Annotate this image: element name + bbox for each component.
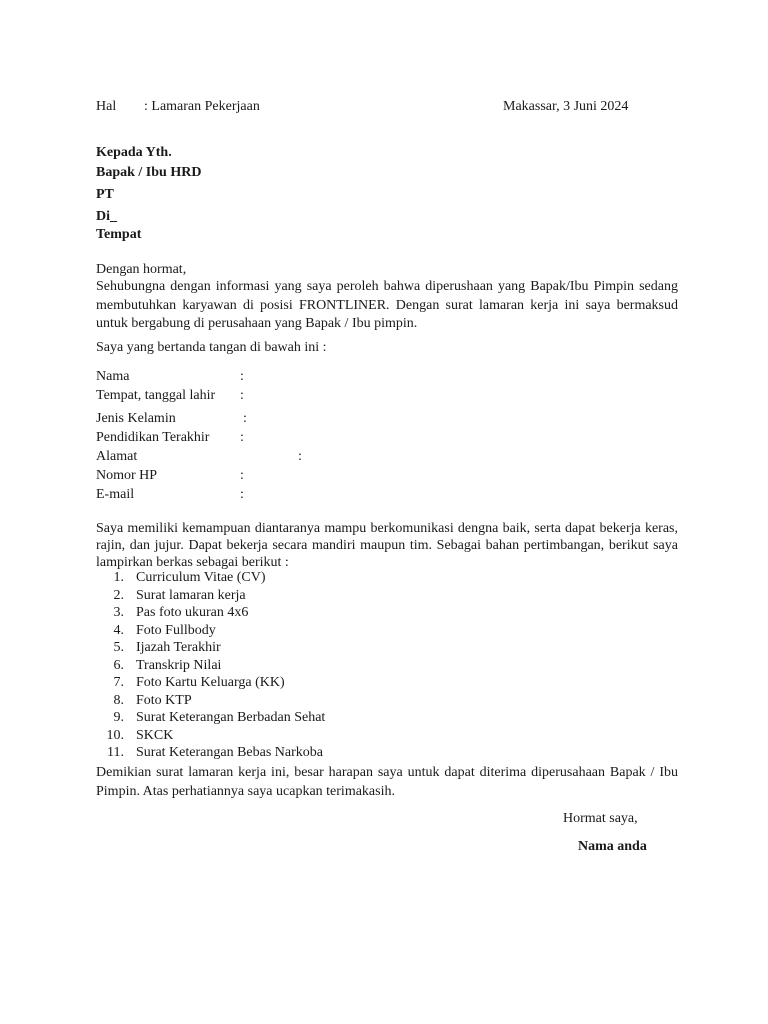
list-item [96, 587, 396, 605]
field-colon: : [240, 369, 244, 384]
list-item [96, 622, 396, 640]
list-number: 4. [113, 622, 124, 638]
field-row-jenis-kelamin [96, 410, 516, 428]
list-item [96, 744, 396, 762]
subject-label: Hal [96, 99, 117, 114]
field-row-nama [96, 368, 516, 386]
list-number: 6. [113, 657, 124, 673]
field-label: Alamat [96, 449, 138, 464]
list-number: 11. [107, 745, 124, 760]
list-item [96, 639, 396, 657]
list-number: 9. [113, 710, 124, 725]
list-number: 7. [113, 675, 124, 690]
sender-name: Nama anda [578, 839, 647, 854]
recipient-line-4: Di_ [96, 209, 117, 224]
list-item [96, 692, 396, 710]
list-item [96, 569, 396, 587]
list-text: Curriculum Vitae (CV) [136, 570, 266, 585]
list-item [96, 604, 396, 622]
greeting: Dengan hormat, [96, 262, 187, 277]
field-label: E-mail [96, 487, 135, 502]
field-label: Nomor HP [96, 468, 158, 483]
list-item [96, 657, 396, 675]
signature-intro: Saya yang bertanda tangan di bawah ini : [96, 340, 327, 355]
field-colon: : [243, 411, 247, 426]
field-label: Jenis Kelamin [96, 411, 176, 426]
ability-paragraph: Saya memiliki kemampuan diantaranya mampu berkomunikasi dengna baik, serta dapat bekerja keras, rajin, dan jujur. Dapat bekerja secara mandiri maupun tim. Sebagai bahan pertimbangan, berikut saya lampirkan berkas sebagai berikut : [96, 521, 678, 570]
list-item [96, 727, 396, 745]
attachment-list [96, 569, 396, 762]
field-row-email [96, 486, 516, 504]
subject-value: : Lamaran Pekerjaan [144, 99, 260, 114]
list-item [96, 709, 396, 727]
list-number: 5. [113, 640, 124, 655]
list-text: Transkrip Nilai [136, 657, 222, 673]
list-number: 10. [106, 727, 124, 743]
recipient-line-3: PT [96, 187, 114, 202]
recipient-line-5: Tempat [96, 227, 142, 242]
recipient-line-1: Kepada Yth. [96, 145, 172, 160]
list-item [96, 674, 396, 692]
field-label: Tempat, tanggal lahir [96, 388, 216, 403]
list-text: Ijazah Terakhir [136, 640, 221, 655]
list-number: 1. [113, 570, 124, 585]
field-colon: : [240, 388, 244, 403]
field-row-ttl [96, 387, 516, 405]
field-row-alamat [96, 448, 516, 466]
sign-off: Hormat saya, [563, 811, 638, 826]
list-number: 8. [113, 692, 124, 708]
list-number: 2. [113, 587, 124, 603]
intro-paragraph: Sehubungna dengan informasi yang saya peroleh bahwa diperushaan yang Bapak/Ibu Pimpin sedang membutuhkan karyawan di posisi FRONTLINER. Dengan surat lamaran kerja ini saya bermaksud untuk bergabung di perusahaan yang Bapak / Ibu pimpin. [96, 279, 678, 331]
date-line: Makassar, 3 Juni 2024 [503, 99, 629, 114]
list-text: Foto Fullbody [136, 622, 216, 638]
list-number: 3. [113, 605, 124, 620]
field-colon: : [240, 487, 244, 502]
field-row-pendidikan [96, 429, 516, 447]
list-text: Surat lamaran kerja [136, 587, 246, 603]
field-row-nomor-hp [96, 467, 516, 485]
field-colon: : [298, 449, 302, 464]
recipient-line-2: Bapak / Ibu HRD [96, 165, 202, 180]
closing-paragraph: Demikian surat lamaran kerja ini, besar harapan saya untuk dapat diterima diperusahaan Bapak / Ibu Pimpin. Atas perhatiannya saya ucapkan terimakasih. [96, 765, 678, 799]
list-text: Foto KTP [136, 692, 192, 708]
list-text: Surat Keterangan Bebas Narkoba [136, 745, 323, 760]
list-text: Surat Keterangan Berbadan Sehat [136, 710, 326, 725]
list-text: Pas foto ukuran 4x6 [136, 605, 249, 620]
field-colon: : [240, 468, 244, 483]
field-label: Nama [96, 369, 130, 384]
field-label: Pendidikan Terakhir [96, 430, 210, 445]
field-colon: : [240, 430, 244, 445]
list-text: SKCK [136, 727, 174, 743]
list-text: Foto Kartu Keluarga (KK) [136, 675, 285, 690]
